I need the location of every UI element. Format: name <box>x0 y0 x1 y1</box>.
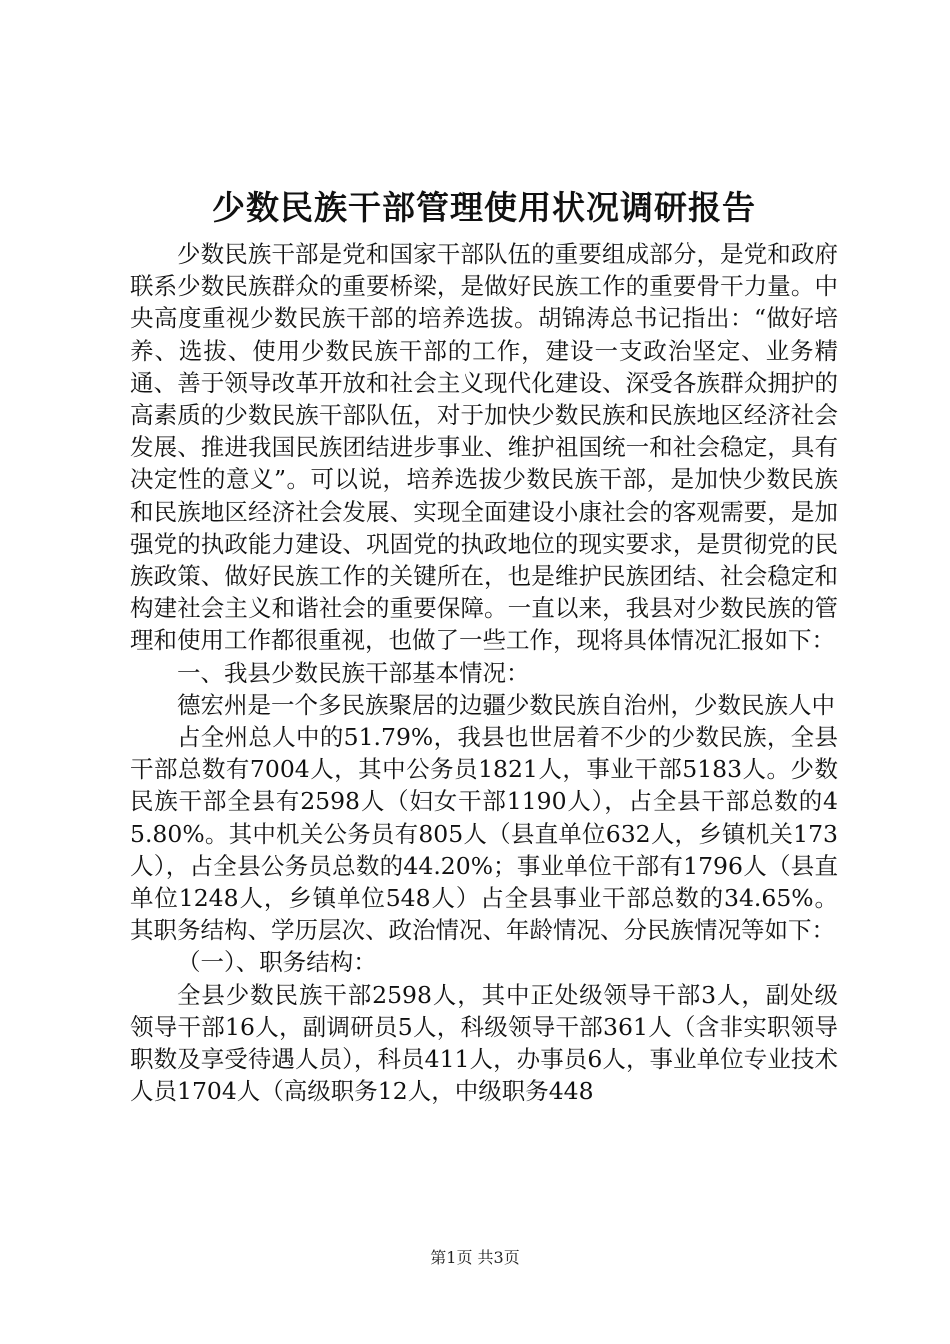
paragraph-dehong: 德宏州是一个多民族聚居的边疆少数民族自治州，少数民族人中 <box>177 690 835 719</box>
paragraph-intro: 少数民族干部是党和国家干部队伍的重要组成部分，是党和政府联系少数民族群众的重要桥梁，是做好民族工作的重要骨干力量。中央高度重视少数民族干部的培养选拔。胡锦涛总书记指出：“做好培养、选拔、使用少数民族干部的工作，建设一支政治坚定、业务精通、善于领导改革开放和社会主义现代化建设、深受各族群众拥护的高素质的少数民族干部队伍，对于加快少数民族和民族地区经济社会发展、推进我国民族团结进步事业、维护祖国统一和社会稳定，具有决定性的意义”。可以说，培养选拔少数民族干部，是加快少数民族和民族地区经济社会发展、实现全面建设小康社会的客观需要，是加强党的执政能力建设、巩固党的执政地位的现实要求，是贯彻党的民族政策、做好民族工作的关键所在，也是维护民族团结、社会稳定和构建社会主义和谐社会的重要保障。一直以来，我县对少数民族的管理和使用工作都很重视，也做了一些工作，现将具体情况汇报如下： <box>130 240 838 655</box>
subsection-heading-job-structure: （一）、职务结构： <box>177 948 377 977</box>
section-heading-basic-situation: 一、我县少数民族干部基本情况： <box>177 658 530 687</box>
paragraph-statistics: 占全州总人中的51.79%，我县也世居着不少的少数民族，全县干部总数有7004人，其中公务员1821人，事业干部5183人。少数民族干部全县有2598人（妇女干部1190人），占全县干部总数的45.80%。其中机关公务员有805人（县直单位632人，乡镇机关173人），占全县公务员总数的44.20%；事业单位干部有1796人（县直单位1248人，乡镇单位548人）占全县事业干部总数的34.65%。其职务结构、学历层次、政治情况、年龄情况、分民族情况等如下： <box>130 723 838 945</box>
document-page <box>130 182 838 1107</box>
page-footer: 第1页 共3页 <box>430 1248 520 1267</box>
paragraph-job-structure: 全县少数民族干部2598人，其中正处级领导干部3人，副处级领导干部16人，副调研员5人，科级领导干部361人（含非实职领导职数及享受待遇人员），科员411人，办事员6人，事业单位专业技术人员1704人（高级职务12人，中级职务448 <box>130 980 838 1106</box>
document-title: 少数民族干部管理使用状况调研报告 <box>212 188 756 227</box>
